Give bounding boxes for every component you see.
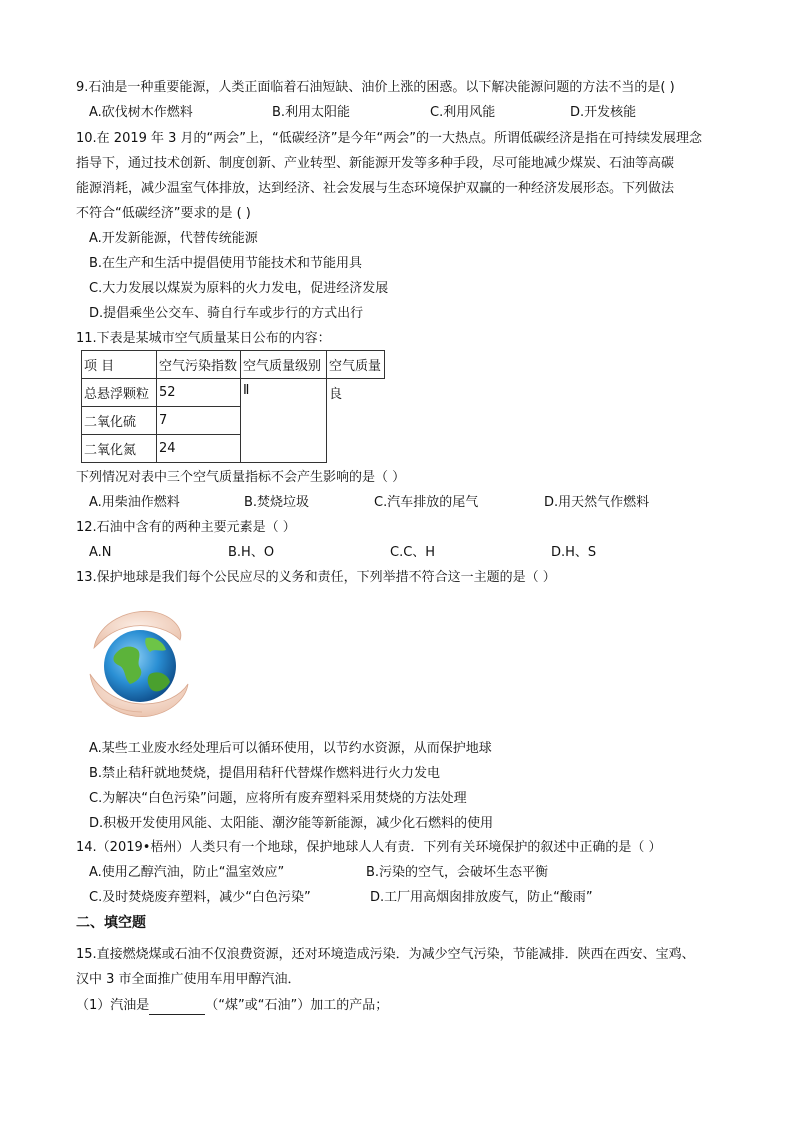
q10-option-d: D.提倡乘坐公交车、骑自行车或步行的方式出行 <box>89 306 364 321</box>
q10-stem-line-3: 能源消耗，减少温室气体排放，达到经济、社会发展与生态环境保护双赢的一种经济发展形态。下列做法 <box>76 181 675 196</box>
q14-option-a: A.使用乙醇汽油，防止“温室效应” <box>89 865 285 880</box>
table-row <box>82 407 385 435</box>
q11-option-a: A.用柴油作燃料 <box>89 495 180 510</box>
q9-option-a: A.砍伐树木作燃料 <box>89 105 193 120</box>
q13-option-a: A.某些工业废水经处理后可以循环使用，以节约水资源，从而保护地球 <box>89 741 492 756</box>
q13-option-c: C.为解决“白色污染”问题，应将所有废弃塑料采用焚烧的方法处理 <box>89 791 467 806</box>
q11-option-b: B.焚烧垃圾 <box>244 495 310 510</box>
q12-option-b: B.H、O <box>228 545 275 560</box>
q13-option-d: D.积极开发使用风能、太阳能、潮汐能等新能源，减少化石燃料的使用 <box>89 816 494 831</box>
q9-option-c: C.利用风能 <box>430 105 496 120</box>
q11-question: 下列情况对表中三个空气质量指标不会产生影响的是（ ） <box>76 470 406 485</box>
q10-stem-line-4: 不符合“低碳经济”要求的是 ( ) <box>76 206 251 221</box>
table-header-row <box>82 351 385 379</box>
air-quality-level: Ⅱ <box>241 379 327 463</box>
row-item-so2: 二氧化硫 <box>82 407 157 435</box>
table-header-item: 项 目 <box>82 351 157 379</box>
row-index-tsp: 52 <box>157 379 241 407</box>
table-header-level: 空气质量级别 <box>241 351 327 379</box>
q9-stem: 9.石油是一种重要能源，人类正面临着石油短缺、油价上涨的困惑。以下解决能源问题的方法不当的是( ) <box>76 80 675 95</box>
q12-stem: 12.石油中含有的两种主要元素是（ ） <box>76 520 296 535</box>
earth-in-hands-image <box>84 604 192 724</box>
q10-stem-line-1: 10.在 2019 年 3 月的“两会”上，“低碳经济”是今年“两会”的一大热点。所谓低碳经济是指在可持续发展理念 <box>76 131 702 146</box>
q15-sub1 <box>76 997 388 1015</box>
q15-sub1-prefix: （1）汽油是 <box>76 998 150 1013</box>
table-header-quality: 空气质量 <box>327 351 385 379</box>
q14-option-c: C.及时焚烧废弃塑料，减少“白色污染” <box>89 890 311 905</box>
row-index-so2: 7 <box>157 407 241 435</box>
q13-option-b: B.禁止秸秆就地焚烧，提倡用秸秆代替煤作燃料进行火力发电 <box>89 766 441 781</box>
table-header-index: 空气污染指数 <box>157 351 241 379</box>
q12-option-a: A.N <box>89 545 112 560</box>
q14-option-b: B.污染的空气，会破坏生态平衡 <box>366 865 549 880</box>
q11-option-d: D.用天然气作燃料 <box>544 495 650 510</box>
table-row <box>82 435 385 463</box>
q11-stem: 11.下表是某城市空气质量某日公布的内容： <box>76 331 331 346</box>
q14-option-d: D.工厂用高烟囱排放废气，防止“酸雨” <box>370 890 593 905</box>
q15-sub1-blank[interactable] <box>149 1001 205 1015</box>
row-item-tsp: 总悬浮颗粒 <box>82 379 157 407</box>
q10-option-c: C.大力发展以煤炭为原料的火力发电，促进经济发展 <box>89 281 389 296</box>
q12-option-c: C.C、H <box>390 545 436 560</box>
row-index-no2: 24 <box>157 435 241 463</box>
q15-stem-line-1: 15.直接燃烧煤或石油不仅浪费资源，还对环境造成污染．为减少空气污染，节能减排．陕西在西安、宝鸡、 <box>76 947 695 962</box>
q13-stem: 13.保护地球是我们每个公民应尽的义务和责任，下列举措不符合这一主题的是（ ） <box>76 570 556 585</box>
q10-stem-line-2: 指导下，通过技术创新、制度创新、产业转型、新能源开发等多种手段，尽可能地减少煤炭、石油等高碳 <box>76 156 675 171</box>
q12-option-d: D.H、S <box>551 545 597 560</box>
q15-stem-line-2: 汉中 3 市全面推广使用车用甲醇汽油． <box>76 972 301 987</box>
air-quality-table <box>81 350 385 463</box>
q10-option-b: B.在生产和生活中提倡使用节能技术和节能用具 <box>89 256 363 271</box>
q15-sub1-suffix: （“煤”或“石油”）加工的产品； <box>205 998 389 1013</box>
q14-stem: 14.（2019•梧州）人类只有一个地球，保护地球人人有责．下列有关环境保护的叙述中正确的是（ ） <box>76 840 662 855</box>
q10-option-a: A.开发新能源，代替传统能源 <box>89 231 258 246</box>
section-heading-fill-in: 二、填空题 <box>76 915 146 931</box>
table-row <box>82 379 385 407</box>
q11-option-c: C.汽车排放的尾气 <box>374 495 479 510</box>
air-quality-rating: 良 <box>327 379 385 407</box>
row-item-no2: 二氧化氮 <box>82 435 157 463</box>
q9-option-d: D.开发核能 <box>570 105 637 120</box>
q9-option-b: B.利用太阳能 <box>272 105 351 120</box>
